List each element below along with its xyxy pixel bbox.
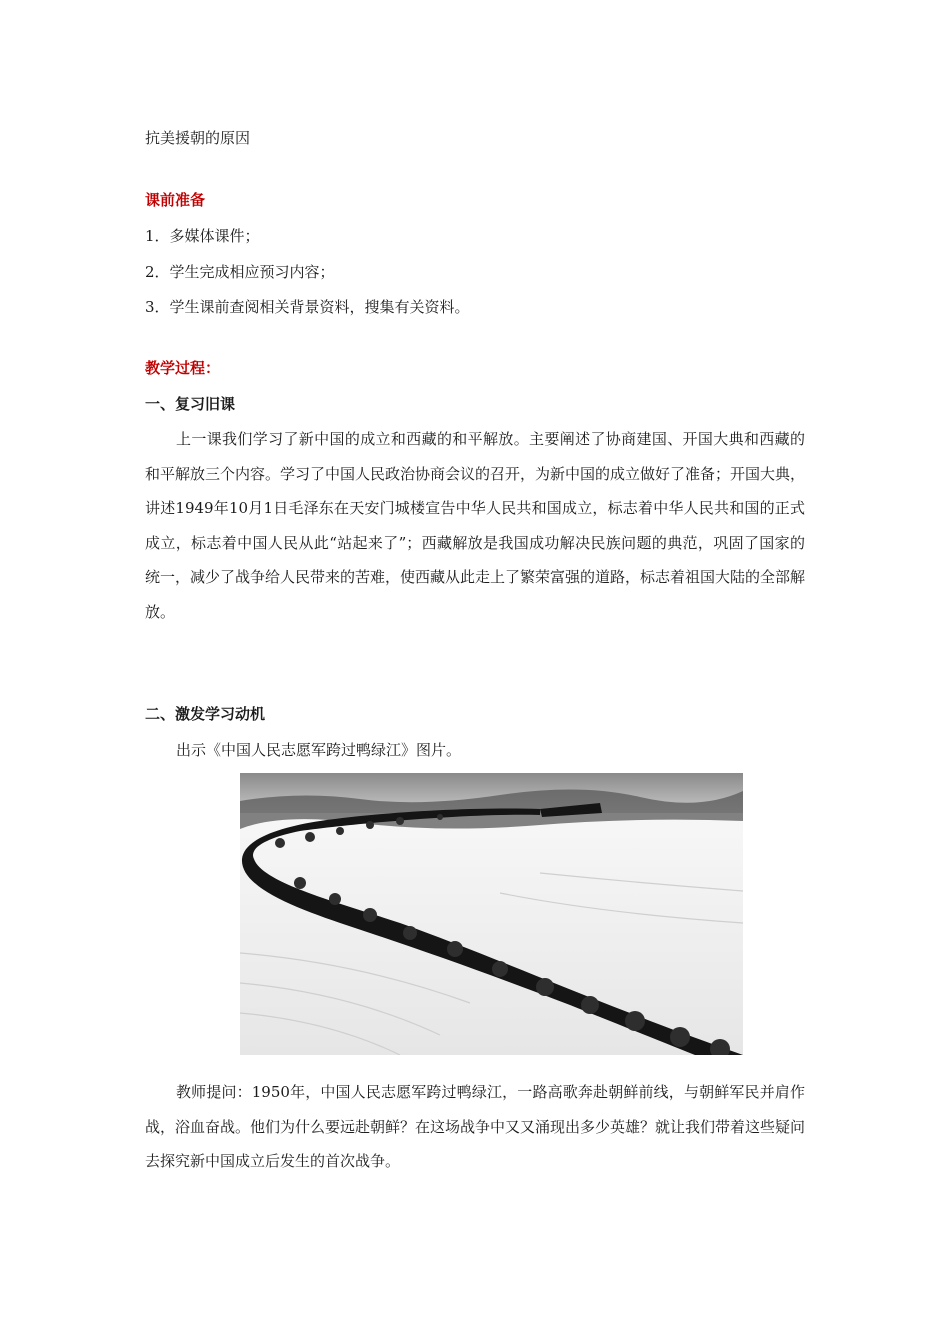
prep-item: 2．学生完成相应预习内容； (145, 263, 335, 281)
section-title: 一、复习旧课 (145, 395, 236, 413)
process-heading: 教学过程： (145, 359, 221, 377)
prep-item: 1．多媒体课件； (145, 227, 260, 245)
show-picture-line: 出示《中国人民志愿军跨过鸭绿江》图片。 (176, 741, 462, 759)
section-title: 二、激发学习动机 (145, 705, 266, 723)
topic-line: 抗美援朝的原因 (145, 129, 251, 147)
teacher-question-paragraph: 教师提问：1950年，中国人民志愿军跨过鸭绿江，一路高歌奔赴朝鲜前线，与朝鲜军民并肩作战，浴血奋战。他们为什么要远赴朝鲜？在这场战争中又又涌现出多少英雄？就让我们带着这些疑问去探究新中国成立后发生的首次战争。 (145, 1083, 806, 1170)
review-paragraph: 上一课我们学习了新中国的成立和西藏的和平解放。主要阐述了协商建国、开国大典和西藏的和平解放三个内容。学习了中国人民政治协商会议的召开，为新中国的成立做好了准备；开国大典，讲述1949年10月1日毛泽东在天安门城楼宣告中华人民共和国成立，标志着中华人民共和国的正式成立，标志着中国人民从此“站起来了”；西藏解放是我国成功解决民族问题的典范，巩固了国家的统一，减少了战争给人民带来的苦难，使西藏从此走上了繁荣富强的道路，标志着祖国大陆的全部解放。 (145, 430, 806, 621)
prep-item: 3．学生课前查阅相关背景资料，搜集有关资料。 (145, 298, 470, 316)
prep-heading: 课前准备 (145, 191, 206, 209)
yalu-river-crossing-photo (240, 773, 743, 1055)
